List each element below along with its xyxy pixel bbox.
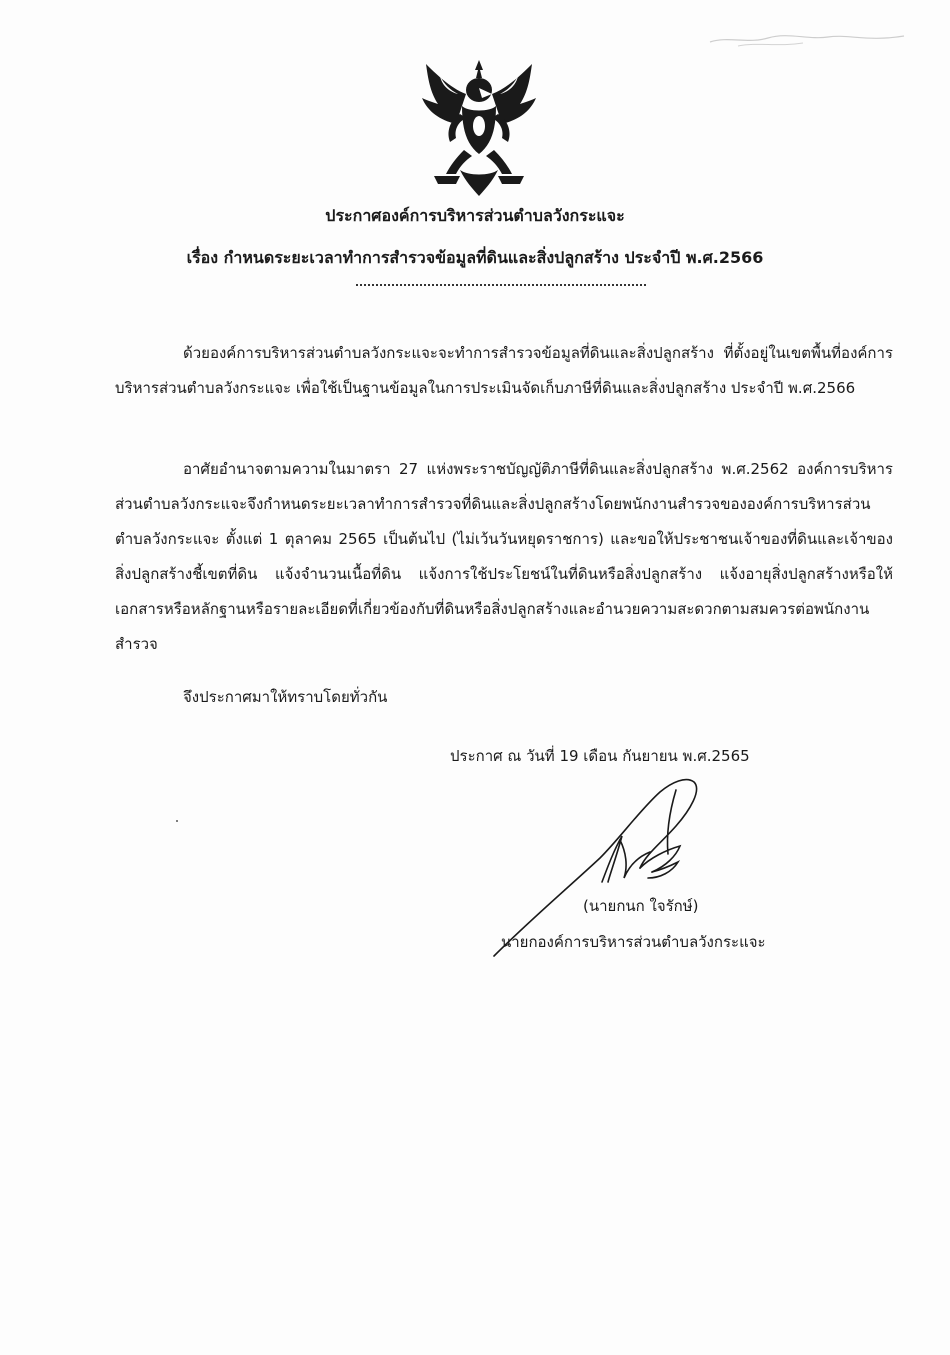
- announcement-subject: เรื่อง กำหนดระยะเวลาทำการสำรวจข้อมูลที่ดินและสิ่งปลูกสร้าง ประจำปี พ.ศ.2566: [186, 248, 764, 267]
- signer-title: นายกองค์การบริหารส่วนตำบลวังกระแจะ: [501, 933, 766, 951]
- paragraph-closing: จึงประกาศมาให้ทราบโดยทั่วกัน: [183, 688, 388, 706]
- announcement-dateline: ประกาศ ณ วันที่ 19 เดือน กันยายน พ.ศ.2565: [450, 747, 750, 765]
- dotted-divider: [356, 284, 646, 286]
- announcement-heading: ประกาศองค์การบริหารส่วนตำบลวังกระแจะ: [325, 206, 625, 225]
- scan-speck: [176, 820, 178, 822]
- paragraph-intro: ด้วยองค์การบริหารส่วนตำบลวังกระแจะจะทำการสำรวจข้อมูลที่ดินและสิ่งปลูกสร้าง ที่ตั้งอยู่ในเขตพื้นที่องค์การบริหารส่วนตำบลวังกระแจะ เพื่อใช้เป็นฐานข้อมูลในการประเมินจัดเก็บภาษีที่ดินและสิ่งปลูกสร้าง ประจำปี พ.ศ.2566: [115, 344, 893, 397]
- garuda-emblem-icon: [420, 58, 538, 198]
- scan-mark-icon: [708, 28, 908, 50]
- paragraph-authority: อาศัยอำนาจตามความในมาตรา 27 แห่งพระราชบัญญัติภาษีที่ดินและสิ่งปลูกสร้าง พ.ศ.2562 องค์การบริหารส่วนตำบลวังกระแจะจึงกำหนดระยะเวลาทำการสำรวจที่ดินและสิ่งปลูกสร้างโดยพนักงานสำรวจขององค์การบริหารส่วนตำบลวังกระแจะ ตั้งแต่ 1 ตุลาคม 2565 เป็นต้นไป (ไม่เว้นวันหยุดราชการ) และขอให้ประชาชนเจ้าของที่ดินและเจ้าของสิ่งปลูกสร้างชี้เขตที่ดิน แจ้งจำนวนเนื้อที่ดิน แจ้งการใช้ประโยชน์ในที่ดินหรือสิ่งปลูกสร้าง แจ้งอายุสิ่งปลูกสร้างหรือให้เอกสารหรือหลักฐานหรือรายละเอียดที่เกี่ยวข้องกับที่ดินหรือสิ่งปลูกสร้างและอำนวยความสะดวกตามสมควรต่อพนักงานสำรวจ: [115, 460, 893, 653]
- signer-name: (นายกนก ใจรักษ์): [583, 897, 699, 915]
